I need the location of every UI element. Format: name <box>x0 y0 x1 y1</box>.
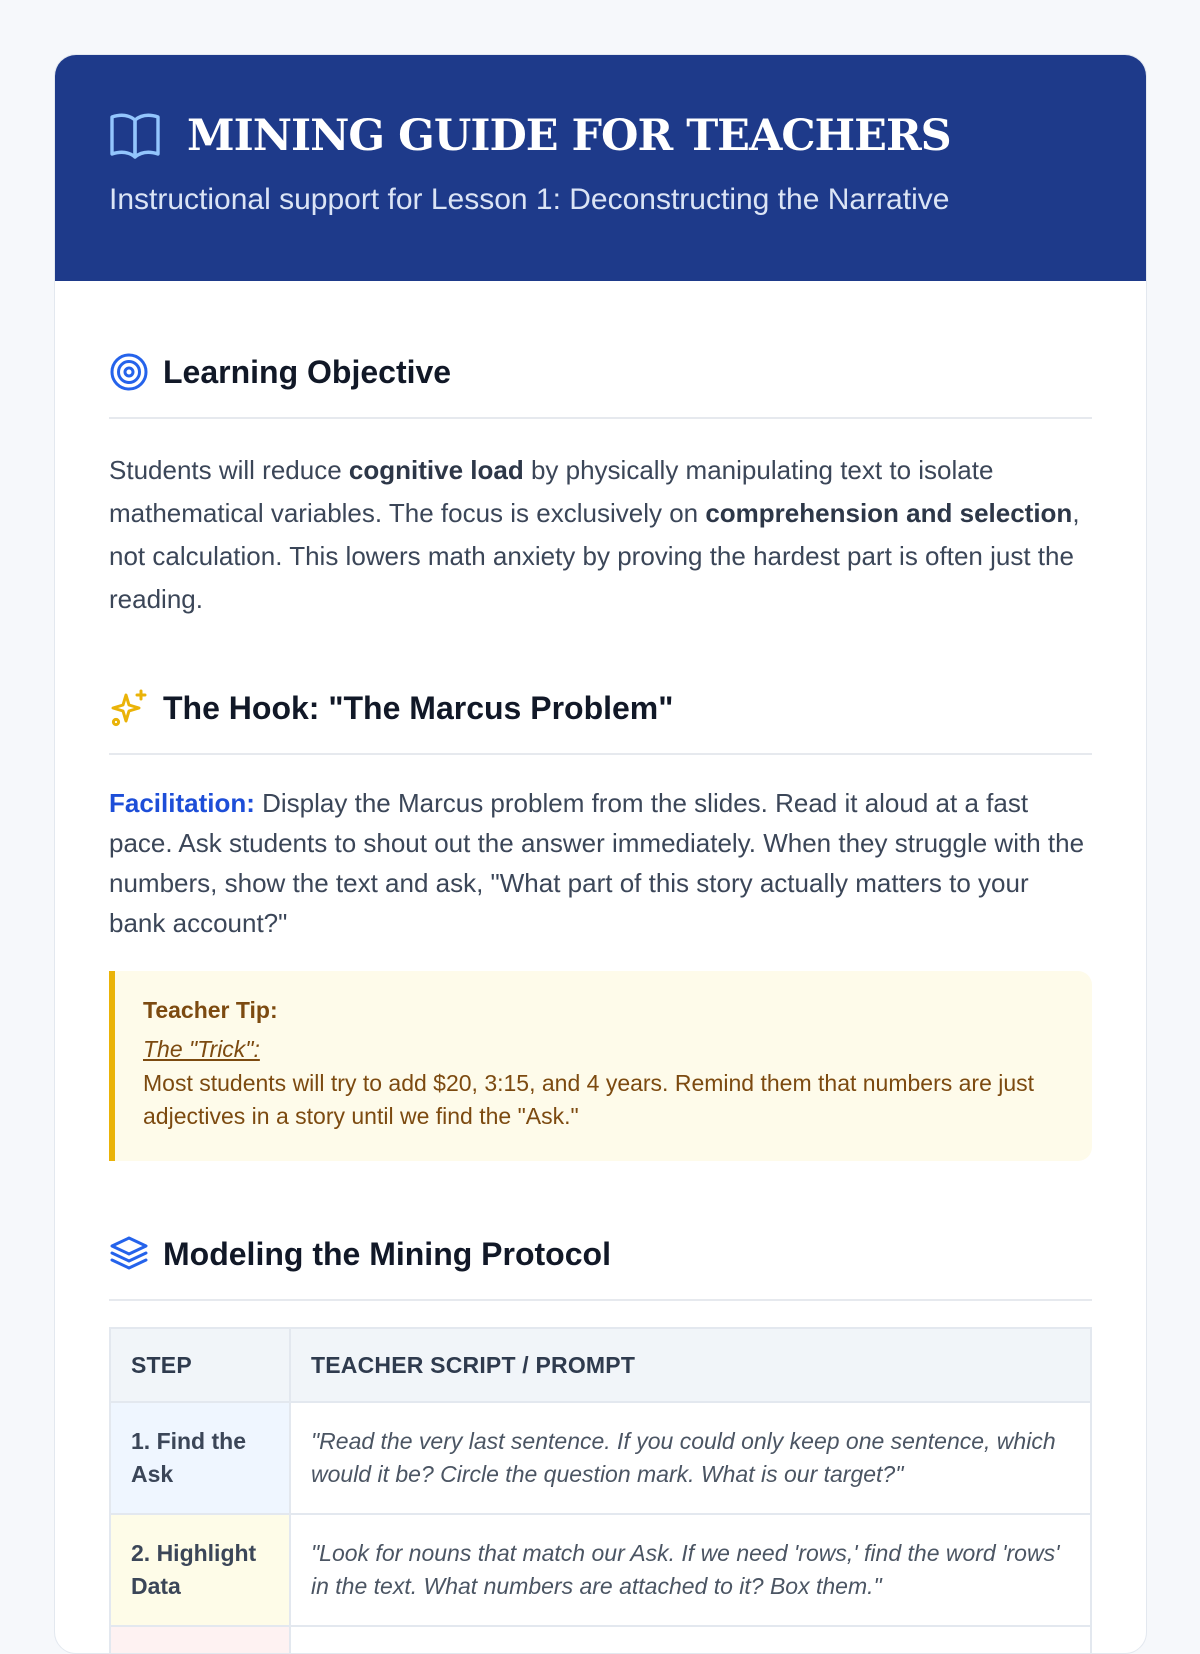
table-row <box>110 1514 1091 1626</box>
layers-icon <box>109 1234 149 1274</box>
objective-section-header <box>109 327 1092 419</box>
step-cell <box>110 1626 290 1654</box>
open-book-icon <box>109 111 161 161</box>
facilitation-label: Facilitation: <box>109 788 255 818</box>
objective-heading: Learning Objective <box>163 353 452 390</box>
step-cell: 2. Highlight Data <box>110 1514 290 1626</box>
target-icon <box>109 352 149 392</box>
bold-comprehension: comprehension and selection <box>705 498 1073 528</box>
guide-card <box>54 54 1147 1654</box>
tip-body: Most students will try to add $20, 3:15, and 4 years. Remind them that numbers are just adjectives in a story until we find the "Ask." <box>143 1070 1035 1129</box>
tip-label: Teacher Tip: <box>143 997 278 1023</box>
objective-paragraph: Students will reduce cognitive load by physically manipulating text to isolate mathematical variables. The focus is exclusively on comprehension and selection, not calculation. This lowers math anxiety by proving the hardest part is often just the reading. <box>109 455 1080 614</box>
tip-title: The "Trick": <box>143 1036 260 1062</box>
teacher-tip-callout <box>109 971 1092 1161</box>
protocol-table <box>109 1327 1092 1654</box>
hook-section-header <box>109 663 1092 755</box>
table-row <box>110 1402 1091 1514</box>
script-cell: "Look for nouns that match our Ask. If we need 'rows,' find the word 'rows' in the text. What numbers are attached to it? Box them." <box>290 1514 1091 1626</box>
column-header-script: TEACHER SCRIPT / PROMPT <box>290 1328 1091 1402</box>
hook-paragraph: Facilitation: Display the Marcus problem from the slides. Read it aloud at a fast pace. Ask students to shout out the answer immediately. When they struggle with the numbers, show the text and ask, "What part of this story actually matters to your bank account?" <box>109 788 1085 938</box>
column-header-step: STEP <box>110 1328 290 1402</box>
page-title: MINING GUIDE FOR TEACHERS <box>187 111 951 161</box>
script-cell: "Read the very last sentence. If you could only keep one sentence, which would it be? Circle the question mark. What is our target?" <box>290 1402 1091 1514</box>
sparkles-icon <box>109 688 149 728</box>
table-header-row <box>110 1328 1091 1402</box>
step-cell: 1. Find the Ask <box>110 1402 290 1514</box>
hook-heading: The Hook: "The Marcus Problem" <box>163 689 674 726</box>
protocol-heading: Modeling the Mining Protocol <box>163 1235 611 1272</box>
bold-cognitive-load: cognitive load <box>348 455 524 485</box>
header-banner <box>55 55 1146 281</box>
protocol-section-header <box>109 1209 1092 1301</box>
page-subtitle: Instructional support for Lesson 1: Deconstructing the Narrative <box>109 183 950 216</box>
script-cell <box>290 1626 1091 1654</box>
table-row <box>110 1626 1091 1654</box>
